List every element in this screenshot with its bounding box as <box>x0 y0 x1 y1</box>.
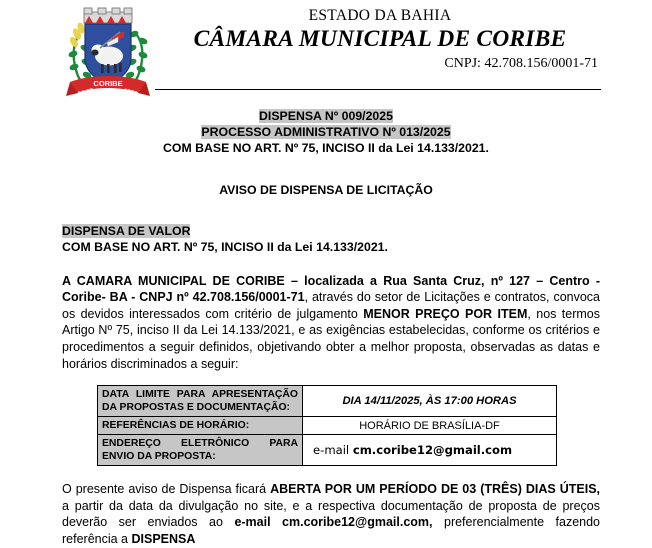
coat-of-arms-icon <box>62 4 154 100</box>
table-label-timezone: REFERÊNCIAS DE HORÁRIO: <box>98 417 303 435</box>
organization-title: CÂMARA MUNICIPAL DE CORIBE <box>193 26 567 52</box>
closing-email-emphasis: e-mail cm.coribe12@gmail.com, <box>234 515 433 530</box>
table-value-email <box>303 435 557 466</box>
processo-number-line <box>0 124 652 140</box>
closing-text-3: preferencialmente fazendo referência a <box>62 515 601 546</box>
info-table <box>97 385 557 466</box>
table-value-timezone: HORÁRIO DE BRASÍLIA-DF <box>303 417 557 435</box>
table-label-deadline: DATA LIMITE PARA APRESENTAÇÃO DA PROPOSTAS E DOCUMENTAÇÃO: <box>98 386 303 417</box>
crest-motto-text: CORIBE <box>93 79 123 88</box>
state-line: ESTADO DA BAHIA <box>308 7 452 24</box>
main-paragraph-text-1: , através do setor de Licitações e contratos, convoca os devidos interessados com critério de julgamento <box>62 290 601 321</box>
crest-date-right-text: 1958 <box>122 87 138 98</box>
dispensa-valor-legal-basis: COM BASE NO ART. Nº 75, INCISO II da Lei 14.133/2021. <box>62 240 388 255</box>
processo-number-text: PROCESSO ADMINISTRATIVO Nº 013/2025 <box>201 125 451 140</box>
dispensa-number-text: DISPENSA Nº 009/2025 <box>259 109 393 123</box>
header-text-block <box>155 6 605 74</box>
dispensa-number-line <box>0 108 652 124</box>
table-row <box>98 386 557 417</box>
title-block <box>0 108 652 157</box>
closing-dispensa-emphasis: DISPENSA <box>131 531 196 546</box>
table-label-email-address: ENDEREÇO ELETRÔNICO PARA ENVIO DA PROPOSTA: <box>98 435 303 466</box>
closing-text-1: O presente aviso de Dispensa ficará <box>62 482 271 497</box>
closing-period-emphasis: ABERTA POR UM PERÍODO DE 03 (TRÊS) DIAS ÚTEIS, <box>270 482 601 497</box>
dispensa-valor-line <box>62 223 652 240</box>
main-paragraph-text-2: , nos termos Artigo Nº 75, inciso II da Lei 14.133/2021, e as exigências estabelecidas, conforme os critérios e procedimentos a seguir definidos, objetivando obter a melhor proposta, observadas as datas e horários discriminados a seguir: <box>62 306 601 371</box>
header-divider <box>155 89 601 90</box>
document-header <box>0 0 652 100</box>
main-paragraph <box>0 273 652 373</box>
dispensa-valor-block <box>0 223 652 256</box>
closing-paragraph <box>0 481 652 547</box>
table-value-deadline: DIA 14/11/2025, ÀS 17:00 HORAS <box>303 386 557 417</box>
table-row <box>98 435 557 466</box>
closing-text-2: a partir da data da divulgação no site, e a respectiva documentação de proposta de preços deverão ser enviados ao <box>62 498 600 530</box>
email-address-text: cm.coribe12@gmail.com <box>352 443 513 458</box>
document-body <box>0 100 652 548</box>
info-table-wrapper <box>0 385 652 466</box>
main-paragraph-criterion: MENOR PREÇO POR ITEM <box>363 306 528 321</box>
crest-date-left-text: 14-08 <box>77 87 95 98</box>
email-prefix-label: e-mail <box>313 443 353 458</box>
notice-heading: AVISO DE DISPENSA DE LICITAÇÃO <box>219 182 433 197</box>
legal-basis-line: COM BASE NO ART. Nº 75, INCISO II da Lei 14.133/2021. <box>163 141 489 156</box>
main-paragraph-entity: A CAMARA MUNICIPAL DE CORIBE – localizada a Rua Santa Cruz, nº 127 – Centro - Coribe- BA - CNPJ nº 42.708.156/0001-71 <box>62 273 600 305</box>
cnpj-line: CNPJ: 42.708.156/0001-71 <box>444 56 598 71</box>
table-row <box>98 417 557 435</box>
dispensa-valor-text: DISPENSA DE VALOR <box>62 223 191 238</box>
